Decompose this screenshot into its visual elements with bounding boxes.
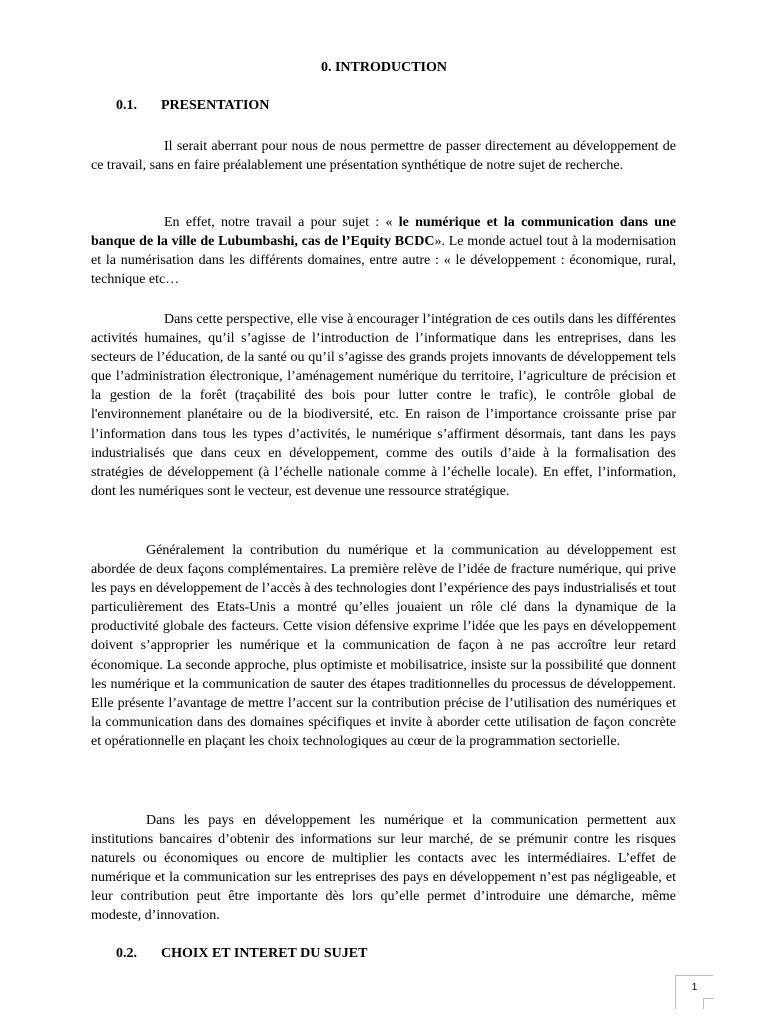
section-heading-choix bbox=[116, 946, 367, 962]
paragraph-developing-countries: Dans les pays en développement les numérique et la communication permettent aux institutions bancaires d’obtenir des informations sur leur marché, de se prémunir contre les risques naturels ou économiques ou encore de multiplier les contacts avec les intermédiaires. L’effet de numérique et la communication sur les entreprises des pays en développement n’est pas négligeable, et leur contribution peut être importante dès lors qu’elle permet d’introduire une démarche, même modeste, d’innovation. bbox=[91, 813, 676, 924]
section-heading-presentation bbox=[116, 98, 269, 114]
paragraph-perspective: Dans cette perspective, elle vise à encourager l’intégration de ces outils dans les différentes activités humaines, qu’il s’agisse de l’introduction de l’informatique dans les entreprises, dans les secteurs de l’éducation, de la santé ou qu’il s’agisse des grands projets innovants de développement tels que l’administration électronique, l’aménagement numérique du territoire, l’agriculture de précision et la gestion de la forêt (traçabilité des bois pour lutter contre le trafic), le contrôle global de l'environnement planétaire ou de la biodiversité, etc. En raison de l’importance croissante prise par l’information dans tous les types d’activités, le numérique s’affirment désormais, tant dans les pays industrialisés que dans ceux en développement, comme des outils d’aide à la formalisation des stratégies de développement (à l’échelle nationale comme à l’échelle locale). En effet, l’information, dont les numériques sont le vecteur, est devenue une ressource stratégique. bbox=[91, 312, 676, 499]
section-title: PRESENTATION bbox=[161, 98, 270, 113]
subject-title-bold: le numérique et la communication dans une banque de la ville de Lubumbashi, cas de l’Equity BCDC bbox=[91, 215, 677, 250]
page-number: 1 bbox=[675, 975, 713, 1009]
paragraph-subject bbox=[91, 213, 676, 289]
paragraph-intro: Il serait aberrant pour nous de nous permettre de passer directement au développement de ce travail, sans en faire préalablement une présentation synthétique de notre sujet de recherche. bbox=[91, 139, 676, 174]
section-number: 0.2. bbox=[116, 946, 137, 961]
paragraph-subject-lead: En effet, notre travail a pour sujet : « bbox=[164, 215, 393, 230]
section-number: 0.1. bbox=[116, 98, 137, 113]
section-title: CHOIX ET INTERET DU SUJET bbox=[161, 946, 368, 961]
chapter-title: 0. INTRODUCTION bbox=[320, 60, 447, 75]
paragraph-contribution: Généralement la contribution du numérique et la communication au développement est abordée de deux façons complémentaires. La première relève de l’idée de fracture numérique, qui prive les pays en développement de l’accès à des technologies dont l’expérience des pays industrialisés et tout particulièrement des Etats-Unis a montré qu’elles jouaient un rôle clé dans la dynamique de la productivité globale des facteurs. Cette vision défensive exprime l’idée que les pays en développement doivent s’approprier les numérique et la communication de façon à ne pas accroître leur retard économique. La seconde approche, plus optimiste et mobilisatrice, insiste sur la possibilité que donnent les numérique et la communication de sauter des étapes traditionnelles du processus de développement. Elle présente l’avantage de mettre l’accent sur la contribution précise de l’utilisation des numériques et la communication dans des domaines spécifiques et invite à aborder cette utilisation de façon concrète et opérationnelle en plaçant les choix technologiques au cœur de la programmation sectorielle. bbox=[91, 543, 676, 749]
paragraph-subject-tail: ». Le monde actuel tout à la modernisation et la numérisation dans les différents domaines, entre autre : « le développement : économique, rural, technique etc… bbox=[91, 234, 677, 288]
